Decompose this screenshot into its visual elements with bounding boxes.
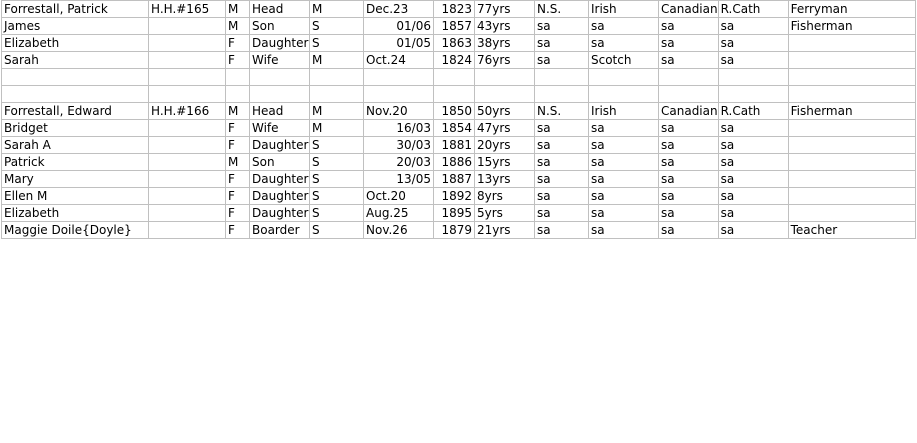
cell-name[interactable]: Patrick [2,154,149,171]
cell-birthplace[interactable]: sa [535,52,589,69]
cell-household[interactable] [149,120,226,137]
cell-household[interactable] [149,222,226,239]
cell-relation[interactable]: Daughter [250,205,310,222]
cell-age[interactable]: 38yrs [475,35,535,52]
cell-age[interactable]: 50yrs [475,103,535,120]
cell-age[interactable]: 76yrs [475,52,535,69]
cell-origin[interactable] [589,86,659,103]
cell-birthplace[interactable]: sa [535,120,589,137]
cell-age[interactable]: 77yrs [475,1,535,18]
cell-name[interactable] [2,69,149,86]
cell-relation[interactable]: Daughter [250,137,310,154]
cell-marital-status[interactable] [310,86,364,103]
cell-relation[interactable]: Daughter [250,188,310,205]
cell-birth-date[interactable]: Nov.26 [364,222,434,239]
cell-sex[interactable]: F [226,188,250,205]
census-spreadsheet [1,0,916,239]
cell-nationality[interactable]: sa [659,18,719,35]
cell-occupation[interactable] [788,171,915,188]
cell-origin[interactable]: Irish [589,1,659,18]
cell-occupation[interactable] [788,69,915,86]
cell-birthplace[interactable]: sa [535,188,589,205]
cell-marital-status[interactable]: M [310,52,364,69]
cell-name[interactable]: James [2,18,149,35]
cell-birth-date[interactable]: 01/05 [364,35,434,52]
cell-origin[interactable] [589,69,659,86]
cell-marital-status[interactable]: S [310,18,364,35]
cell-relation[interactable]: Daughter [250,171,310,188]
table-row [2,137,916,154]
cell-origin[interactable]: Scotch [589,52,659,69]
cell-occupation[interactable] [788,188,915,205]
cell-origin[interactable]: sa [589,171,659,188]
cell-birthplace[interactable]: sa [535,205,589,222]
cell-age[interactable]: 20yrs [475,137,535,154]
cell-birth-year[interactable]: 1895 [434,205,475,222]
cell-name[interactable]: Elizabeth [2,35,149,52]
cell-relation[interactable] [250,86,310,103]
cell-household[interactable]: H.H.#165 [149,1,226,18]
cell-occupation[interactable] [788,205,915,222]
cell-household[interactable] [149,52,226,69]
cell-occupation[interactable]: Teacher [788,222,915,239]
cell-birth-date[interactable] [364,86,434,103]
cell-sex[interactable]: M [226,103,250,120]
spreadsheet-body [2,1,916,239]
cell-birthplace[interactable] [535,86,589,103]
cell-household[interactable] [149,86,226,103]
cell-nationality[interactable]: sa [659,52,719,69]
cell-birthplace[interactable]: sa [535,137,589,154]
cell-origin[interactable]: sa [589,18,659,35]
cell-sex[interactable]: F [226,52,250,69]
cell-sex[interactable]: F [226,205,250,222]
cell-marital-status[interactable]: S [310,188,364,205]
cell-marital-status[interactable]: S [310,171,364,188]
cell-sex[interactable]: F [226,222,250,239]
cell-occupation[interactable] [788,86,915,103]
cell-birth-year[interactable]: 1857 [434,18,475,35]
cell-household[interactable] [149,171,226,188]
cell-marital-status[interactable]: S [310,222,364,239]
cell-nationality[interactable]: Canadian [659,1,719,18]
cell-occupation[interactable]: Fisherman [788,18,915,35]
cell-birth-date[interactable]: 30/03 [364,137,434,154]
cell-nationality[interactable]: sa [659,35,719,52]
cell-origin[interactable]: sa [589,188,659,205]
table-row [2,154,916,171]
cell-age[interactable] [475,86,535,103]
table-row [2,52,916,69]
cell-birth-date[interactable]: 01/06 [364,18,434,35]
cell-religion[interactable]: R.Cath [718,1,788,18]
cell-age[interactable]: 5yrs [475,205,535,222]
cell-nationality[interactable]: sa [659,120,719,137]
cell-name[interactable]: Sarah [2,52,149,69]
table-row [2,205,916,222]
cell-birthplace[interactable]: N.S. [535,103,589,120]
cell-nationality[interactable]: sa [659,188,719,205]
cell-birthplace[interactable]: sa [535,18,589,35]
cell-religion[interactable]: sa [718,120,788,137]
cell-marital-status[interactable]: S [310,137,364,154]
cell-age[interactable]: 15yrs [475,154,535,171]
cell-birth-year[interactable]: 1823 [434,1,475,18]
cell-sex[interactable] [226,86,250,103]
cell-origin[interactable]: sa [589,154,659,171]
cell-marital-status[interactable]: M [310,1,364,18]
table-row [2,222,916,239]
cell-occupation[interactable] [788,154,915,171]
cell-nationality[interactable] [659,69,719,86]
table-row [2,103,916,120]
cell-religion[interactable]: sa [718,205,788,222]
cell-birth-date[interactable]: Aug.25 [364,205,434,222]
cell-occupation[interactable]: Fisherman [788,103,915,120]
cell-birth-year[interactable] [434,69,475,86]
cell-household[interactable] [149,35,226,52]
cell-religion[interactable] [718,86,788,103]
cell-sex[interactable] [226,69,250,86]
cell-household[interactable] [149,154,226,171]
cell-occupation[interactable] [788,35,915,52]
cell-origin[interactable]: sa [589,222,659,239]
cell-name[interactable]: Maggie Doile{Doyle} [2,222,149,239]
cell-age[interactable] [475,69,535,86]
cell-origin[interactable]: sa [589,120,659,137]
table-row [2,1,916,18]
cell-birth-year[interactable]: 1887 [434,171,475,188]
table-row [2,86,916,103]
cell-nationality[interactable]: sa [659,171,719,188]
table-row [2,69,916,86]
cell-name[interactable]: Ellen M [2,188,149,205]
cell-household[interactable] [149,69,226,86]
cell-household[interactable] [149,205,226,222]
cell-age[interactable]: 13yrs [475,171,535,188]
cell-birth-date[interactable]: 16/03 [364,120,434,137]
cell-relation[interactable]: Boarder [250,222,310,239]
cell-sex[interactable]: M [226,1,250,18]
cell-household[interactable] [149,18,226,35]
cell-nationality[interactable]: sa [659,222,719,239]
cell-sex[interactable]: F [226,137,250,154]
cell-name[interactable] [2,86,149,103]
cell-nationality[interactable]: sa [659,154,719,171]
cell-religion[interactable]: sa [718,137,788,154]
cell-relation[interactable]: Son [250,154,310,171]
cell-religion[interactable]: sa [718,222,788,239]
cell-birth-year[interactable]: 1886 [434,154,475,171]
cell-age[interactable]: 43yrs [475,18,535,35]
cell-household[interactable] [149,137,226,154]
cell-birth-date[interactable]: Nov.20 [364,103,434,120]
cell-sex[interactable]: M [226,154,250,171]
table-row [2,120,916,137]
cell-occupation[interactable]: Ferryman [788,1,915,18]
cell-birth-year[interactable]: 1850 [434,103,475,120]
cell-origin[interactable]: sa [589,35,659,52]
cell-birthplace[interactable]: sa [535,154,589,171]
cell-marital-status[interactable]: S [310,35,364,52]
table-row [2,188,916,205]
cell-marital-status[interactable]: M [310,120,364,137]
table-row [2,35,916,52]
cell-name[interactable]: Forrestall, Patrick [2,1,149,18]
cell-religion[interactable]: sa [718,18,788,35]
cell-religion[interactable]: sa [718,171,788,188]
cell-relation[interactable]: Daughter [250,35,310,52]
cell-sex[interactable]: F [226,171,250,188]
cell-origin[interactable]: sa [589,137,659,154]
cell-birthplace[interactable]: sa [535,222,589,239]
cell-religion[interactable] [718,69,788,86]
cell-birthplace[interactable] [535,69,589,86]
cell-nationality[interactable] [659,86,719,103]
cell-birth-date[interactable]: Oct.24 [364,52,434,69]
cell-birth-year[interactable] [434,86,475,103]
cell-name[interactable]: Sarah A [2,137,149,154]
cell-marital-status[interactable]: M [310,103,364,120]
table-row [2,18,916,35]
cell-age[interactable]: 47yrs [475,120,535,137]
cell-marital-status[interactable]: S [310,205,364,222]
cell-birthplace[interactable]: N.S. [535,1,589,18]
cell-age[interactable]: 8yrs [475,188,535,205]
cell-relation[interactable]: Wife [250,52,310,69]
cell-birth-date[interactable]: Oct.20 [364,188,434,205]
cell-religion[interactable]: sa [718,154,788,171]
cell-occupation[interactable] [788,120,915,137]
cell-household[interactable] [149,188,226,205]
table-row [2,171,916,188]
cell-birth-year[interactable]: 1854 [434,120,475,137]
cell-birthplace[interactable]: sa [535,171,589,188]
cell-relation[interactable]: Wife [250,120,310,137]
cell-birthplace[interactable]: sa [535,35,589,52]
cell-religion[interactable]: R.Cath [718,103,788,120]
cell-origin[interactable]: Irish [589,103,659,120]
cell-birth-year[interactable]: 1824 [434,52,475,69]
cell-sex[interactable]: M [226,18,250,35]
cell-name[interactable]: Forrestall, Edward [2,103,149,120]
cell-religion[interactable]: sa [718,188,788,205]
cell-birth-date[interactable]: Dec.23 [364,1,434,18]
cell-nationality[interactable]: sa [659,205,719,222]
cell-birth-year[interactable]: 1881 [434,137,475,154]
cell-relation[interactable]: Son [250,18,310,35]
cell-birth-date[interactable]: 20/03 [364,154,434,171]
cell-birth-year[interactable]: 1863 [434,35,475,52]
cell-marital-status[interactable]: S [310,154,364,171]
cell-birth-year[interactable]: 1879 [434,222,475,239]
cell-birth-date[interactable] [364,69,434,86]
cell-sex[interactable]: F [226,35,250,52]
cell-birth-year[interactable]: 1892 [434,188,475,205]
cell-nationality[interactable]: Canadian [659,103,719,120]
cell-relation[interactable]: Head [250,1,310,18]
cell-name[interactable]: Elizabeth [2,205,149,222]
cell-household[interactable]: H.H.#166 [149,103,226,120]
cell-origin[interactable]: sa [589,205,659,222]
cell-occupation[interactable] [788,137,915,154]
cell-age[interactable]: 21yrs [475,222,535,239]
cell-religion[interactable]: sa [718,52,788,69]
cell-relation[interactable] [250,69,310,86]
cell-nationality[interactable]: sa [659,137,719,154]
cell-name[interactable]: Bridget [2,120,149,137]
cell-sex[interactable]: F [226,120,250,137]
cell-religion[interactable]: sa [718,35,788,52]
cell-relation[interactable]: Head [250,103,310,120]
cell-occupation[interactable] [788,52,915,69]
cell-marital-status[interactable] [310,69,364,86]
cell-birth-date[interactable]: 13/05 [364,171,434,188]
cell-name[interactable]: Mary [2,171,149,188]
